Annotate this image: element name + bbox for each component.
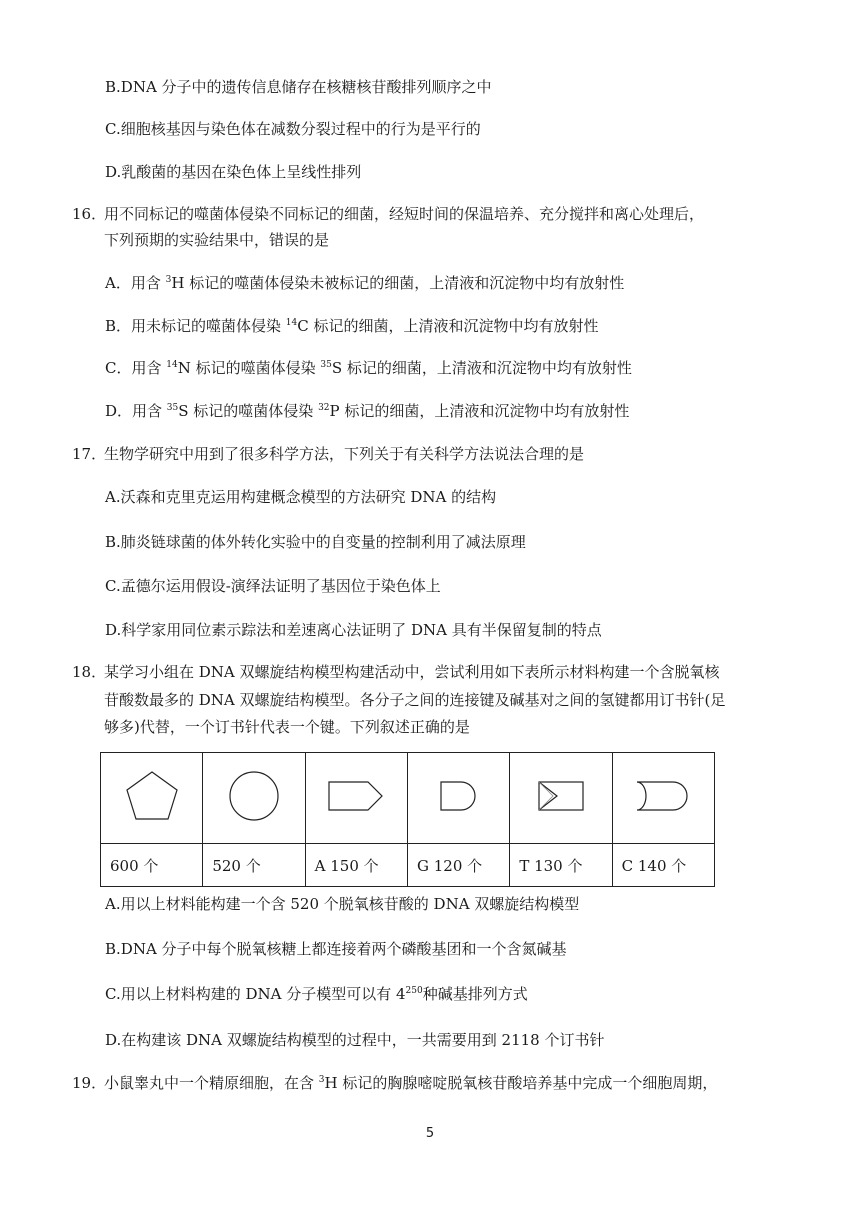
q16-stem-line1: 用不同标记的噬菌体侵染不同标记的细菌，经短时间的保温培养、充分搅拌和离心处理后， — [104, 205, 705, 223]
pentagon-icon — [122, 768, 182, 824]
q18-option-b: B.DNA 分子中每个脱氧核糖上都连接着两个磷酸基团和一个含氮碱基 — [105, 940, 567, 958]
q15-option-b: B.DNA 分子中的遗传信息储存在核糖核苷酸排列顺序之中 — [105, 78, 492, 96]
arrow-pentagon-icon — [326, 776, 386, 816]
concave-round-icon — [633, 776, 693, 816]
materials-table — [100, 752, 715, 887]
q18-stem-line1: 某学习小组在 DNA 双螺旋结构模型构建活动中，尝试利用如下表所示材料构建一个含脱氧核 — [104, 663, 720, 681]
circle-icon — [224, 768, 284, 824]
q17-number: 17． — [72, 445, 107, 463]
q17-option-d: D.科学家用同位素示踪法和差速离心法证明了 DNA 具有半保留复制的特点 — [105, 621, 602, 639]
q18-stem-line3: 够多)代替，一个订书针代表一个键。下列叙述正确的是 — [104, 718, 470, 736]
q16-number: 16． — [72, 205, 107, 223]
page-number: 5 — [425, 1126, 435, 1141]
notched-rect-icon — [533, 776, 589, 816]
table-cell-count: 600 个 — [101, 844, 203, 887]
table-row-counts — [101, 844, 715, 887]
q16-option-b: B．用未标记的噬菌体侵染 $^{14}$C 标记的细菌，上清液和沉淀物中均有放射性 — [105, 317, 599, 335]
q18-number: 18． — [72, 663, 107, 681]
table-cell-count: G 120 个 — [407, 844, 509, 887]
q16-option-c: C．用含 $^{14}$N 标记的噬菌体侵染 $^{35}$S 标记的细菌，上清液和沉淀物中均有放射性 — [105, 359, 632, 377]
table-cell — [305, 753, 407, 844]
half-round-icon — [437, 776, 481, 816]
q16-stem-line2: 下列预期的实验结果中，错误的是 — [104, 231, 330, 249]
q18-option-a: A.用以上材料能构建一个含 520 个脱氧核苷酸的 DNA 双螺旋结构模型 — [105, 895, 580, 913]
table-cell — [203, 753, 305, 844]
table-cell — [612, 753, 714, 844]
table-cell — [101, 753, 203, 844]
q18-stem-line2: 苷酸数最多的 DNA 双螺旋结构模型。各分子之间的连接键及碱基对之间的氢键都用订书针(足 — [104, 691, 726, 709]
table-cell-count: T 130 个 — [510, 844, 612, 887]
q17-option-c: C.孟德尔运用假设-演绎法证明了基因位于染色体上 — [105, 577, 441, 595]
q15-option-c: C.细胞核基因与染色体在减数分裂过程中的行为是平行的 — [105, 120, 481, 138]
q17-option-a: A.沃森和克里克运用构建概念模型的方法研究 DNA 的结构 — [105, 488, 497, 506]
q15-option-d: D.乳酸菌的基因在染色体上呈线性排列 — [105, 163, 362, 181]
table-cell — [510, 753, 612, 844]
table-cell — [407, 753, 509, 844]
table-row-shapes — [101, 753, 715, 844]
q17-stem: 生物学研究中用到了很多科学方法，下列关于有关科学方法说法合理的是 — [104, 445, 585, 463]
table-cell-count: A 150 个 — [305, 844, 407, 887]
q17-option-b: B.肺炎链球菌的体外转化实验中的自变量的控制利用了减法原理 — [105, 533, 526, 551]
q19-stem: 小鼠睾丸中一个精原细胞，在含 $^3$H 标记的胸腺嘧啶脱氧核苷酸培养基中完成一个细胞周期， — [104, 1074, 718, 1092]
q16-option-d: D．用含 $^{35}$S 标记的噬菌体侵染 $^{32}$P 标记的细菌，上清液和沉淀物中均有放射性 — [105, 402, 630, 420]
q16-option-a: A．用含 $^3$H 标记的噬菌体侵染未被标记的细菌，上清液和沉淀物中均有放射性 — [105, 274, 625, 292]
q18-option-d: D.在构建该 DNA 双螺旋结构模型的过程中，一共需要用到 2118 个订书针 — [105, 1031, 605, 1049]
table-cell-count: C 140 个 — [612, 844, 714, 887]
q18-option-c: C.用以上材料构建的 DNA 分子模型可以有 $4^{250}$种碱基排列方式 — [105, 985, 528, 1003]
table-cell-count: 520 个 — [203, 844, 305, 887]
q19-number: 19． — [72, 1074, 107, 1092]
